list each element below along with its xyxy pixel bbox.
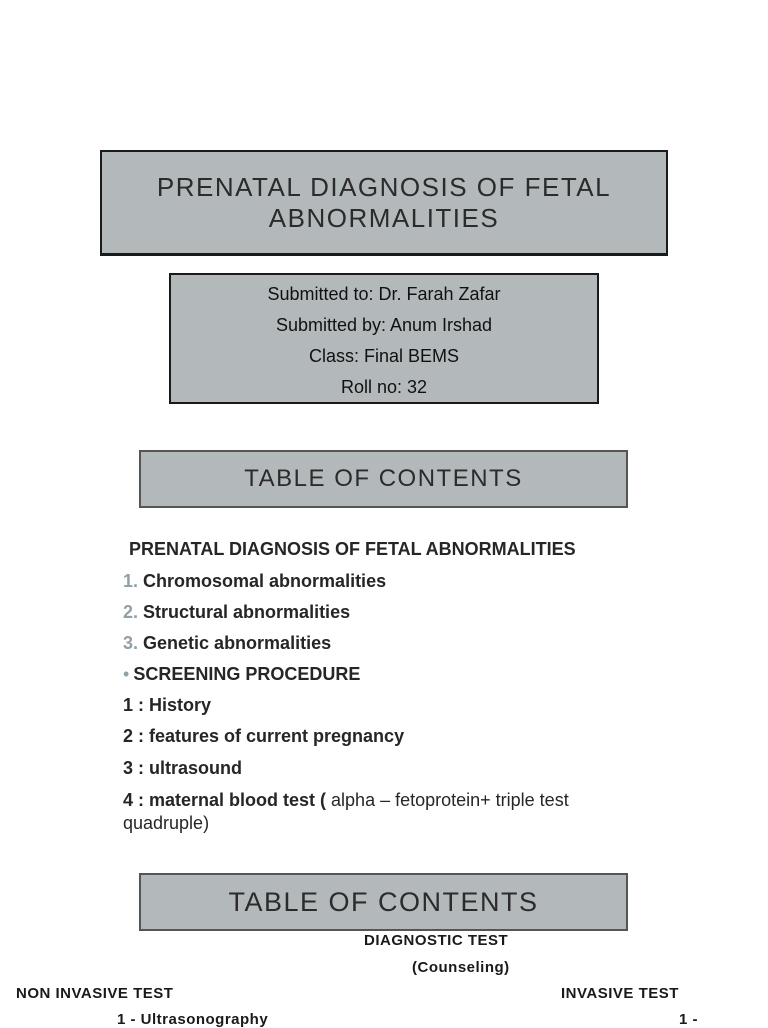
- non-invasive-test-label: NON INVASIVE TEST: [16, 985, 174, 1002]
- title-box: [100, 150, 668, 256]
- step-item: 3 : ultrasound: [123, 758, 243, 778]
- submission-info-box: [169, 273, 599, 404]
- list-item: [123, 571, 386, 592]
- list-item: [123, 602, 350, 623]
- page-title: PRENATAL DIAGNOSIS OF FETAL ABNORMALITIES: [156, 171, 612, 233]
- list-number: 2.: [123, 602, 139, 622]
- step-item: 2 : features of current pregnancy: [123, 726, 405, 746]
- list-item-text: Genetic abnormalities: [143, 633, 332, 653]
- class-info: Class: Final BEMS: [308, 346, 460, 366]
- bullet-item-text: SCREENING PROCEDURE: [133, 664, 361, 684]
- toc-heading-box-2: [139, 873, 628, 931]
- list-item: [123, 633, 331, 654]
- toc-heading-2: TABLE OF CONTENTS: [228, 886, 539, 917]
- submitted-to: Submitted to: Dr. Farah Zafar: [267, 284, 501, 304]
- list-item-text: Chromosomal abnormalities: [143, 571, 387, 591]
- ultrasonography-item: 1 - Ultrasonography: [117, 1011, 269, 1028]
- step-item: 1 : History: [123, 695, 212, 715]
- invasive-item: 1 -: [679, 1011, 699, 1028]
- toc-subheading: PRENATAL DIAGNOSIS OF FETAL ABNORMALITIES: [129, 539, 576, 559]
- list-number: 3.: [123, 633, 139, 653]
- list-item-text: Structural abnormalities: [143, 602, 351, 622]
- diagnostic-test-label: DIAGNOSTIC TEST: [364, 932, 509, 949]
- submitted-by: Submitted by: Anum Irshad: [275, 315, 493, 335]
- bullet-item: [123, 664, 360, 685]
- roll-number: Roll no: 32: [340, 377, 428, 397]
- bullet-icon: •: [123, 664, 130, 684]
- counseling-label: (Counseling): [412, 959, 510, 976]
- step-item: [123, 789, 643, 835]
- step-item-bold: 4 : maternal blood test (: [123, 790, 327, 810]
- step-item-detail: alpha – fetoprotein+ triple test quadruple): [123, 790, 569, 833]
- invasive-test-label: INVASIVE TEST: [561, 985, 679, 1002]
- toc-heading-1: TABLE OF CONTENTS: [244, 465, 523, 492]
- list-number: 1.: [123, 571, 139, 591]
- toc-heading-box-1: [139, 450, 628, 508]
